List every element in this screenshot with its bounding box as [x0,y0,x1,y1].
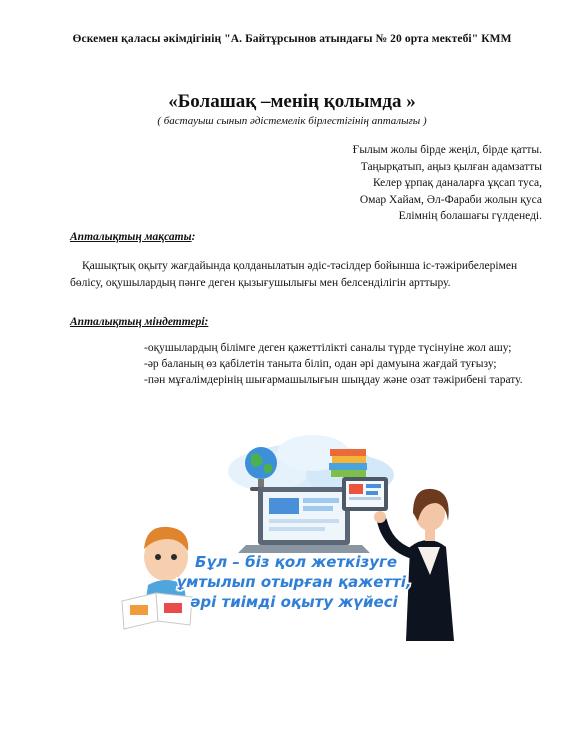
goal-heading-colon: : [191,231,196,243]
poem-line: Елімнің болашағы гүлденеді. [398,210,542,223]
page-title: «Болашақ –менің қолымда » [168,91,416,112]
poem-line: Ғылым жолы бірде жеңіл, бірде қатты. [352,144,542,156]
caption-line: әрі тиімді оқыту жүйесі [190,593,398,611]
tasks-list [144,340,544,389]
tasks-heading: Апталықтың міндеттері: [70,316,209,328]
poem-line: Омар Хайам, Әл-Фараби жолын қуса [359,193,542,206]
school-header: Өскемен қаласы әкімдігінің "А. Байтұрсынов атындағы № 20 орта мектебі" КММ [72,33,512,45]
poem [353,142,542,225]
caption [176,553,411,611]
poem-line: Таңырқатып, аңыз қылған адамзатты [360,160,542,173]
illustration [118,435,478,645]
illustration-svg [118,435,478,645]
page-subtitle: ( бастауыш сынып әдістемелік бірлестігінің апталығы ) [157,115,427,127]
task-item: -оқушылардың білімге деген қажеттілікті саналы түрде түсінуіне жол ашу; [144,342,512,354]
task-item: -әр баланың өз қабілетін таныта біліп, одан әрі дамуына жағдай туғызу; [144,358,497,371]
goal-text: Қашықтық оқыту жағдайында қолданылатын әдіс-тәсілдер бойынша іс-тәжірибелерімен бөлісу, оқушылардың пәнге деген қызығушылығы мен белсенділігін арттыру. [70,260,518,289]
books-icon [329,449,367,477]
caption-line: Бұл – біз қол жеткізуге [194,553,398,571]
caption-line: ұмтылып отырған қажетті, [176,573,412,591]
tablet-icon [342,477,388,511]
task-item: -пән мұғалімдерінің шығармашылығын шыңдау және озат тәжірибені тарату. [144,374,523,387]
goal-heading-row [70,231,195,243]
poem-line: Келер ұрпақ даналарға ұқсап туса, [372,177,542,190]
goal-heading: Апталықтың мақсаты [70,231,192,243]
